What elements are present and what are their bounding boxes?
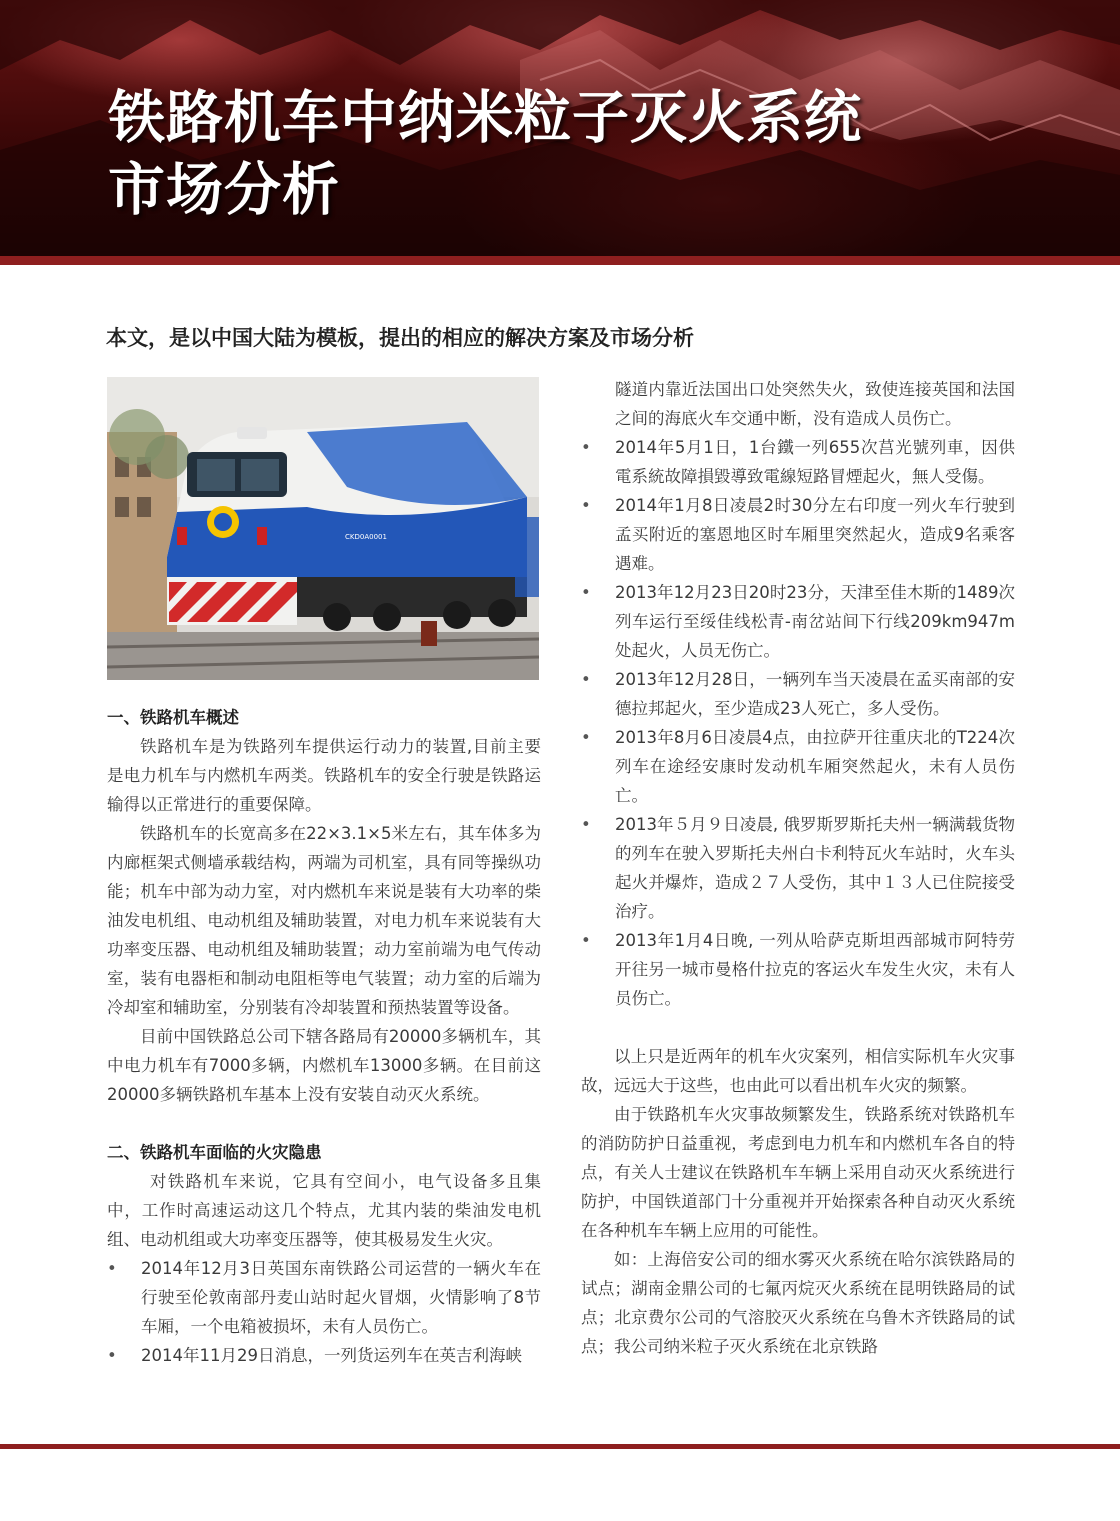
incident-list-right — [581, 433, 1015, 1013]
section1-paragraph-1: 铁路机车是为铁路列车提供运行动力的装置,目前主要是电力机车与内燃机车两类。铁路机车的安全行驶是铁路运输得以正常进行的重要保障。 — [107, 737, 541, 814]
incident-list-left — [107, 1254, 541, 1370]
spacer — [107, 1109, 541, 1138]
list-item: • 2013年8月6日凌晨4点，由拉萨开往重庆北的T224次列车在途经安康时发动机车厢突然起火，未有人员伤亡。 — [581, 723, 1015, 810]
page-title — [108, 82, 862, 226]
header-banner — [0, 0, 1120, 256]
left-column — [107, 703, 541, 1370]
subtitle: 本文，是以中国大陆为模板，提出的相应的解决方案及市场分析 — [106, 326, 694, 350]
section1-paragraph-2: 铁路机车的长宽高多在22×3.1×5米左右，其车体多为内廊框架式侧墙承载结构，两端为司机室，具有同等操纵功能；机车中部为动力室，对内燃机车来说是装有大功率的柴油发电机组、电动机组及辅助装置，对电力机车来说装有大功率变压器、电动机组及辅助装置；动力室前端为电气传动室，装有电器柜和制动电阻柜等电气装置；动力室的后端为冷却室和辅助室，分别装有冷却装置和预热装置等设备。 — [107, 824, 541, 1017]
section1-heading: 一、铁路机车概述 — [107, 708, 239, 727]
title-line-1: 铁路机车中纳米粒子灭火系统 — [108, 85, 862, 151]
locomotive-photo — [107, 377, 539, 680]
list-item: • 2013年12月23日20时23分，天津至佳木斯的1489次列车运行至绥佳线松青-南岔站间下行线209km947m处起火，人员无伤亡。 — [581, 578, 1015, 665]
summary-paragraph-3: 如：上海倍安公司的细水雾灭火系统在哈尔滨铁路局的试点；湖南金鼎公司的七氟丙烷灭火系统在昆明铁路局的试点；北京费尔公司的气溶胶灭火系统在乌鲁木齐铁路局的试点；我公司纳米粒子灭火系统在北京铁路 — [581, 1250, 1015, 1356]
section1-paragraph-3: 目前中国铁路总公司下辖各路局有20000多辆机车，其中电力机车有7000多辆，内燃机车13000多辆。在目前这20000多辆铁路机车基本上没有安装自动灭火系统。 — [107, 1027, 541, 1104]
list-item: • 2013年５月９日凌晨, 俄罗斯罗斯托夫州一辆满载货物的列车在驶入罗斯托夫州白卡利特瓦火车站时，火车头起火并爆炸，造成２７人受伤，其中１３人已住院接受治疗。 — [581, 810, 1015, 926]
section2-intro: 对铁路机车来说，它具有空间小，电气设备多且集中，工作时高速运动这几个特点，尤其内装的柴油发电机组、电动机组或大功率变压器等，使其极易发生火灾。 — [107, 1172, 541, 1249]
list-item-continuation: 隧道内靠近法国出口处突然失火，致使连接英国和法国之间的海底火车交通中断，没有造成人员伤亡。 — [615, 380, 1015, 428]
summary-paragraph-1: 以上只是近两年的机车火灾案列，相信实际机车火灾事故，远远大于这些，也由此可以看出机车火灾的频繁。 — [581, 1047, 1015, 1095]
list-item: • 2014年12月3日英国东南铁路公司运营的一辆火车在行驶至伦敦南部丹麦山站时起火冒烟，火情影响了8节车厢，一个电箱被损坏，未有人员伤亡。 — [107, 1254, 541, 1341]
summary-paragraph-2: 由于铁路机车火灾事故频繁发生，铁路系统对铁路机车的消防防护日益重视，考虑到电力机车和内燃机车各自的特点，有关人士建议在铁路机车车辆上采用自动灭火系统进行防护，中国铁道部门十分重视并开始探索各种自动灭火系统在各种机车车辆上应用的可能性。 — [581, 1105, 1015, 1240]
right-column — [581, 375, 1015, 1361]
title-line-2: 市场分析 — [108, 157, 340, 223]
footer-divider — [0, 1444, 1120, 1449]
spacer — [581, 1013, 1015, 1042]
section2-heading: 二、铁路机车面临的火灾隐患 — [107, 1143, 322, 1162]
banner-divider — [0, 256, 1120, 265]
list-item: • 2013年12月28日，一辆列车当天凌晨在孟买南部的安德拉邦起火，至少造成23人死亡，多人受伤。 — [581, 665, 1015, 723]
list-item: • 2014年1月8日凌晨2时30分左右印度一列火车行驶到孟买附近的塞恩地区时车厢里突然起火，造成9名乘客遇难。 — [581, 491, 1015, 578]
list-item: • 2013年1月4日晚, 一列从哈萨克斯坦西部城市阿特劳开往另一城市曼格什拉克的客运火车发生火灾，未有人员伤亡。 — [581, 926, 1015, 1013]
list-item: • 2014年11月29日消息，一列货运列车在英吉利海峡 — [107, 1341, 541, 1370]
svg-text:CKD0A0001: CKD0A0001 — [345, 533, 387, 541]
list-item: • 2014年5月1日，1台鐵一列655次莒光號列車，因供電系統故障損毀導致電線短路冒煙起火，無人受傷。 — [581, 433, 1015, 491]
